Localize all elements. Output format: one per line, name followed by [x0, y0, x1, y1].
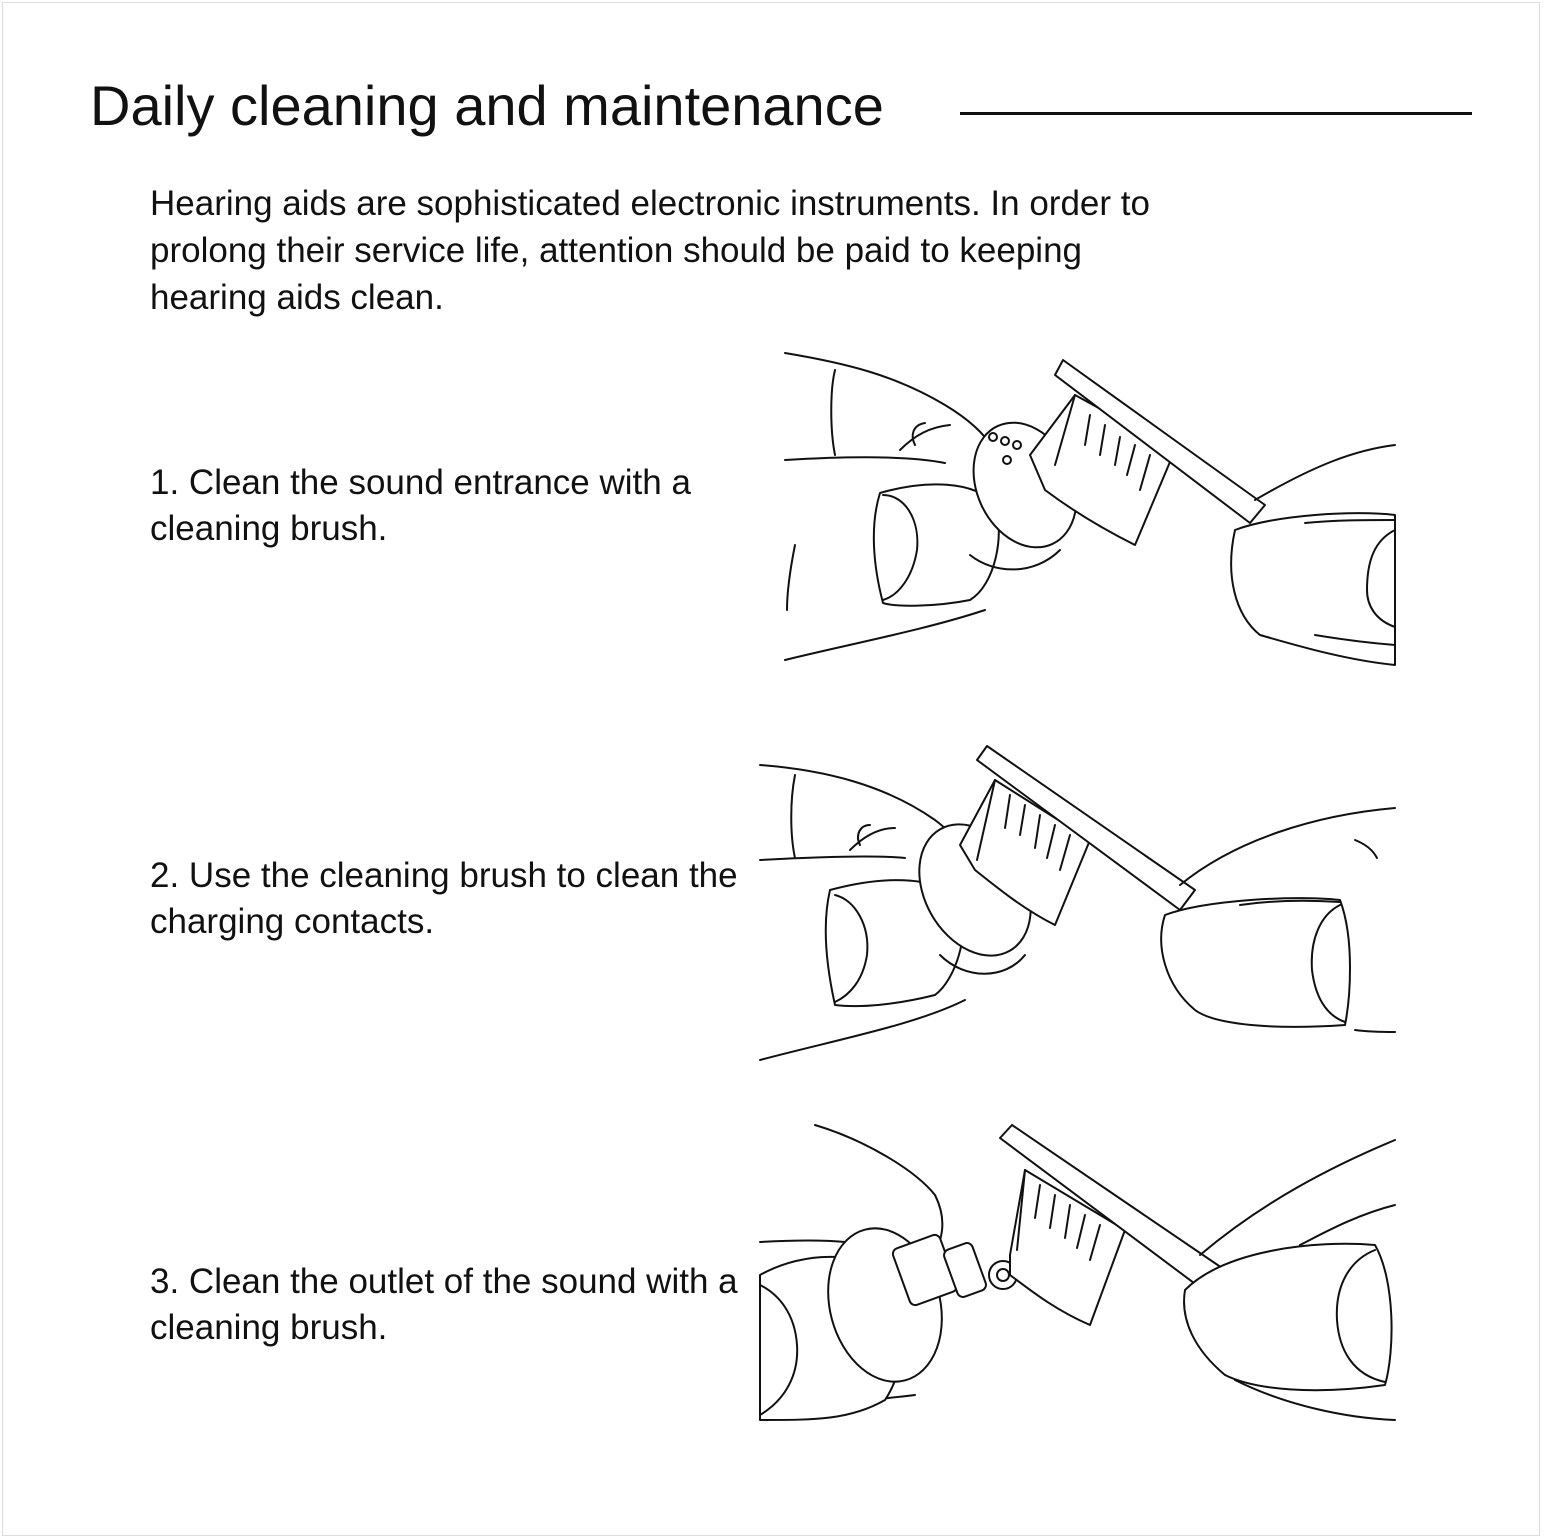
- hands-brush-charging-contacts-icon: [755, 740, 1405, 1070]
- title-rule: [960, 112, 1472, 115]
- page-title: Daily cleaning and maintenance: [90, 74, 884, 137]
- step-1-text: 1. Clean the sound entrance with a cleaning brush.: [150, 463, 691, 548]
- step-3-text: 3. Clean the outlet of the sound with a cleaning brush.: [150, 1262, 738, 1347]
- hands-brush-sound-outlet-icon: [755, 1120, 1405, 1425]
- step-2-text: 2. Use the cleaning brush to clean the charging contacts.: [150, 856, 738, 941]
- hands-brush-sound-entrance-icon: [755, 345, 1405, 675]
- intro-paragraph: Hearing aids are sophisticated electronic instruments. In order to prolong their service life, attention should be paid to keeping hearing aids clean.: [150, 184, 1150, 317]
